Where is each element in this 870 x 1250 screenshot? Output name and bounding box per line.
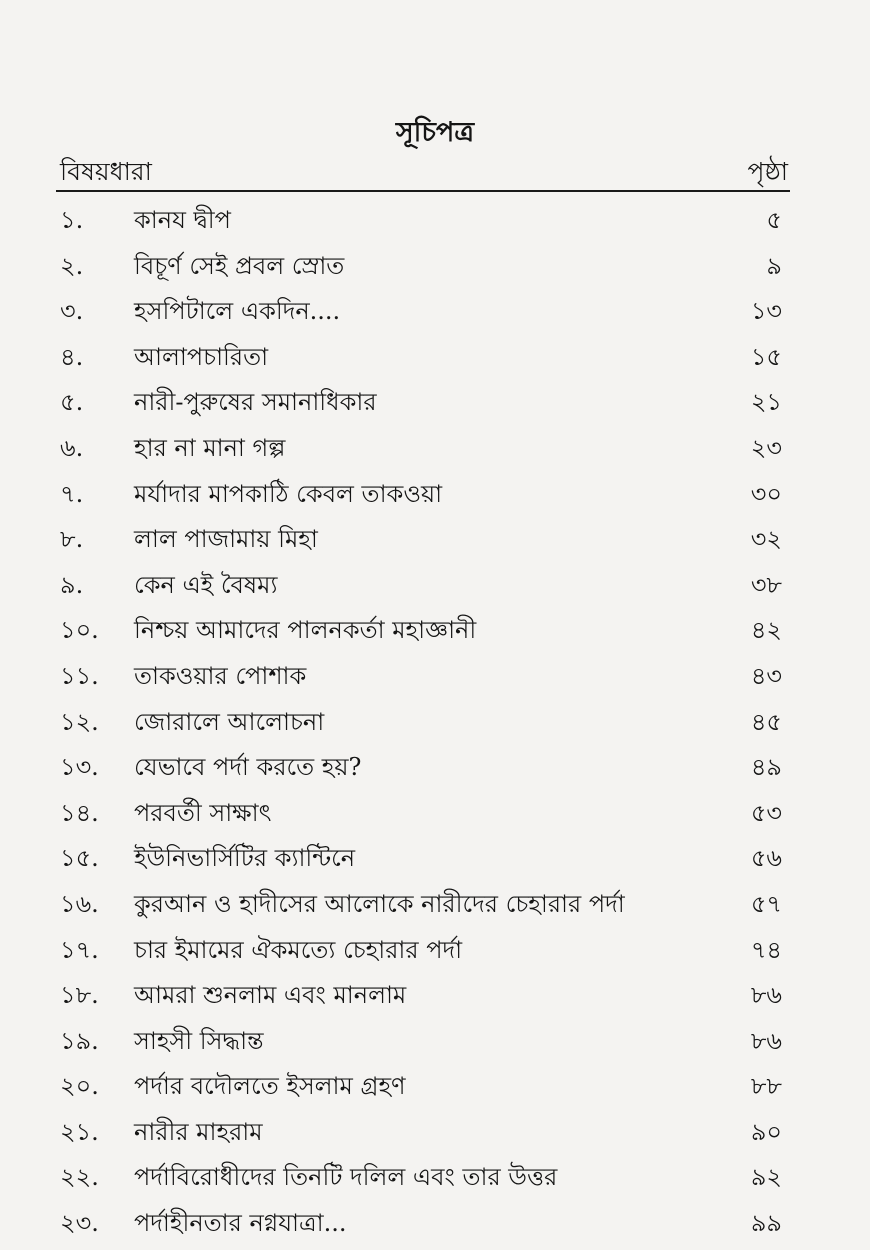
toc-entry: [0, 791, 870, 837]
toc-entry: [0, 426, 870, 472]
toc-entry: [0, 745, 870, 791]
entry-title: যেভাবে পর্দা করতে হয়?: [134, 753, 362, 782]
toc-entry: [0, 608, 870, 654]
entry-page: ৮৬: [750, 981, 782, 1010]
entry-number: ১৮.: [60, 981, 99, 1010]
entry-title: চার ইমামের ঐকমত্যে চেহারার পর্দা: [134, 935, 463, 964]
entry-page: ৪২: [750, 616, 782, 645]
entry-number: ২০.: [60, 1072, 99, 1101]
entry-title: সাহসী সিদ্ধান্ত: [134, 1026, 264, 1055]
entry-title: আলাপচারিতা: [134, 342, 269, 371]
entry-title: হার না মানা গল্প: [134, 433, 286, 462]
entry-title: মর্যাদার মাপকাঠি কেবল তাকওয়া: [134, 479, 443, 508]
entry-number: ১.: [60, 206, 84, 234]
entry-page: ৫: [766, 206, 782, 234]
page-column-label: পৃষ্ঠা: [747, 157, 788, 186]
entry-number: ৫.: [60, 388, 84, 417]
toc-entry: [0, 198, 870, 244]
entry-title: আমরা শুনলাম এবং মানলাম: [134, 981, 407, 1010]
toc-entry: [0, 563, 870, 609]
entry-page: ৪৫: [750, 707, 782, 736]
entry-title: লাল পাজামায় মিহা: [134, 525, 318, 554]
entry-number: ২.: [60, 251, 84, 280]
entry-page: ২১: [750, 388, 782, 417]
entry-number: ৯.: [60, 570, 84, 599]
entry-page: ৩০: [750, 479, 782, 508]
entry-title: নিশ্চয় আমাদের পালনকর্তা মহাজ্ঞানী: [134, 616, 477, 645]
entry-page: ৫৩: [750, 798, 782, 827]
entry-title: নারীর মাহরাম: [134, 1117, 263, 1146]
entry-number: ২৩.: [60, 1209, 99, 1238]
entry-title: জোরালে আলোচনা: [134, 707, 325, 736]
entry-page: ৮৬: [750, 1026, 782, 1055]
entry-page: ৮৮: [750, 1072, 782, 1101]
toc-entry: [0, 654, 870, 700]
entry-title: ইউনিভার্সিটির ক্যান্টিনে: [134, 844, 356, 873]
toc-entry: [0, 380, 870, 426]
entry-number: ১৫.: [60, 844, 99, 873]
entry-page: ৯৯: [750, 1209, 782, 1238]
toc-entry: [0, 1064, 870, 1110]
toc-entry: [0, 882, 870, 928]
toc-entry: [0, 472, 870, 518]
entry-title: কানয দ্বীপ: [134, 206, 231, 234]
entry-title: পর্দাহীনতার নগ্নযাত্রা...: [134, 1209, 347, 1238]
entry-title: নারী-পুরুষের সমানাধিকার: [134, 388, 377, 417]
page-title: সূচিপত্র: [395, 117, 475, 148]
entry-number: ১৯.: [60, 1026, 99, 1055]
entry-number: ২২.: [60, 1163, 99, 1192]
entry-number: ১৪.: [60, 798, 99, 827]
toc-entry: [0, 836, 870, 882]
entry-page: ৪৩: [750, 661, 782, 690]
toc-entry: [0, 1155, 870, 1201]
entry-number: ২১.: [60, 1117, 99, 1146]
toc-entry: [0, 700, 870, 746]
toc-entry: [0, 1019, 870, 1065]
subject-column-label: বিষয়ধারা: [60, 157, 152, 186]
entry-number: ১১.: [60, 661, 99, 690]
entry-title: পরবর্তী সাক্ষাৎ: [134, 798, 272, 827]
entry-title: কেন এই বৈষম্য: [134, 570, 278, 599]
toc-entry: [0, 517, 870, 563]
toc-entry: [0, 244, 870, 290]
entry-number: ৬.: [60, 433, 84, 462]
entry-number: ৮.: [60, 525, 84, 554]
entry-page: ৫৭: [750, 889, 782, 918]
entry-number: ৭.: [60, 479, 84, 508]
entry-page: ২৩: [750, 433, 782, 462]
entry-title: পর্দার বদৌলতে ইসলাম গ্রহণ: [134, 1072, 406, 1101]
entry-title: হসপিটালে একদিন....: [134, 297, 341, 326]
entry-title: বিচূর্ণ সেই প্রবল স্রোত: [134, 251, 345, 280]
entry-number: ১৬.: [60, 889, 99, 918]
toc-entry: [0, 289, 870, 335]
entry-page: ৪৯: [750, 753, 782, 782]
toc-entry: [0, 928, 870, 974]
entry-number: ১০.: [60, 616, 99, 645]
entry-title: কুরআন ও হাদীসের আলোকে নারীদের চেহারার পর্দা: [134, 889, 625, 918]
header-divider: [56, 190, 790, 192]
toc-list: [0, 198, 870, 1247]
entry-page: ৯০: [750, 1117, 782, 1146]
toc-entry: [0, 1201, 870, 1247]
entry-number: ৩.: [60, 297, 84, 326]
entry-number: ৪.: [60, 342, 84, 371]
entry-page: ১৩: [750, 297, 782, 326]
entry-page: ৭৪: [750, 935, 782, 964]
toc-entry: [0, 973, 870, 1019]
toc-entry: [0, 1110, 870, 1156]
entry-page: ১৫: [750, 342, 782, 371]
entry-page: ৩২: [750, 525, 782, 554]
entry-page: ৯২: [750, 1163, 782, 1192]
entry-page: ৫৬: [750, 844, 782, 873]
entry-title: তাকওয়ার পোশাক: [134, 661, 307, 690]
entry-number: ১২.: [60, 707, 99, 736]
entry-page: ৯: [766, 251, 782, 280]
entry-number: ১৭.: [60, 935, 99, 964]
toc-entry: [0, 335, 870, 381]
entry-page: ৩৮: [750, 570, 782, 599]
entry-number: ১৩.: [60, 753, 99, 782]
entry-title: পর্দাবিরোধীদের তিনটি দলিল এবং তার উত্তর: [134, 1163, 558, 1192]
